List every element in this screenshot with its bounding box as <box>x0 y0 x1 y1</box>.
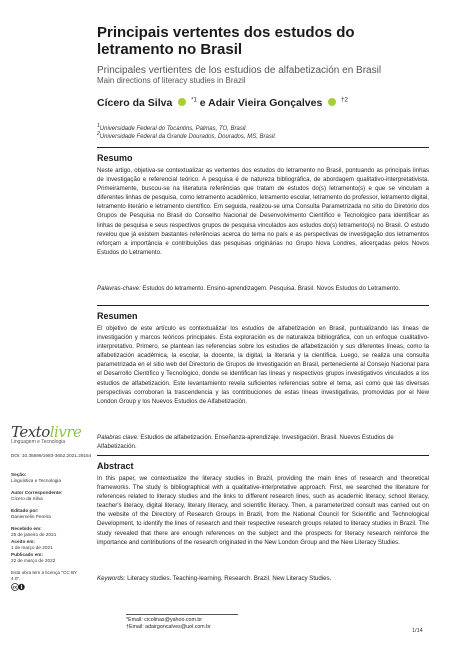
abstract-text: In this paper, we contextualize the literacy studies in Brazil, providing the main lines of research and theoretical frameworks. The study is bibliographical with a qualitative-interpretative approach. First, we searched the literature for references related to literacy studies and the links to different research lines, such as academic literacy, school literacy, teacher's literacy, digital literacy, literary literacy, and scientific literacy. Then, a parameterized consult was carried out on the website of the Directory of Research Groups in Brazil, from the National Council for Scientific and Technological Development, to identify the lines of research and their respective research groups related to literacy studies in Brazil. The study revealed that there are enough references on the subject and the prospects for literacy research reinforce the importance and contributions of the research originated in the New London Group and the New Literacy Studies. <box>97 475 429 546</box>
aceito-label: Aceito em: <box>11 539 35 544</box>
secao-label: Seção: <box>11 472 27 477</box>
autor-label: Autor Correspondente: <box>11 490 63 495</box>
subtitle-spanish: Principales vertientes de los estudios de alfabetización en Brasil <box>97 65 382 76</box>
resumo-heading: Resumo <box>97 153 133 163</box>
email-2: †Email: adairgoncalves@uol.com.br <box>126 624 211 630</box>
publicado-value: 22 de março de 2022 <box>11 558 56 563</box>
article-title: Principais vertentes dos estudos do letramento no Brasil <box>97 24 355 58</box>
creative-commons-icon[interactable] <box>11 583 93 593</box>
author-connector: e <box>199 97 206 109</box>
author-2: Adair Vieira Gonçalves <box>208 97 323 109</box>
resumen-text: El objetivo de este artículo es contextualizar los estudios de alfabetización en Brasil, puntualizando las líneas de investigación y marcos teóricos principales. Esta exploración es de naturaleza bibliográfica, con un enfoque cualitativo-interpretativo. Primero, se plantean las referencias sobre los estudios de alfabetización y sus diferentes líneas, como la alfabetización académica, la escolar, la docente, la digital, la literaria y la científica. Luego, se realiza una consulta parametrizada en el sitio web del Directorio de Grupos de Investigación en Brasil, perteneciente al Consejo Nacional para el Desarrollo Científico y Tecnológico, donde se identifican las líneas y respectivos grupos investigativos vinculados a los estudios de alfabetización. Este levantamiento revela suficientes referencias sobre el tema, así como que las diversas perspectivas corroboran la trascendencia y las contribuciones de estas líneas investigativas, promovidas por el New London Group y los Nuevos Estudios de Alfabetización. <box>97 325 429 405</box>
abstract-keywords: Keywords: Literacy studies. Teaching-learning. Research. Brazil. New Literacy Studies. <box>97 575 332 582</box>
abstract-heading: Abstract <box>97 461 134 471</box>
resumen-keywords: Palabras clave: Estudios de alfabetización. Enseñanza-aprendizaje. Investigación. Brasil. Nuevos Estudios de Alfabetización. <box>97 434 394 450</box>
subtitle-english: Main directions of literacy studies in Brazil <box>97 76 246 85</box>
journal-logo: Textolivre Linguagem e Tecnologia <box>11 423 93 445</box>
email-1: *Email: cicolinas@yahoo.com.br <box>126 617 203 623</box>
email-link[interactable]: adairgoncalves@uol.com.br <box>145 624 211 630</box>
author-2-sup: †2 <box>341 97 348 104</box>
author-line <box>97 97 348 109</box>
recebido-value: 25 de janeiro de 2021 <box>11 532 57 537</box>
secao-value: Linguística e Tecnologia <box>11 478 61 483</box>
section-divider <box>97 455 429 456</box>
resumo-keywords: Palavras-chave: Estudos do letramento. Ensino-aprendizagem. Pesquisa. Brasil. Novos Estudos do Letramento. <box>97 285 401 292</box>
affiliation-1: $^1$Universidade Federal do Tocantins, Palmas, TO, Brasil. <box>97 123 248 132</box>
autor-value: Cícero da Silva <box>11 496 43 501</box>
editado-value: Daniervelin Pereira <box>11 514 51 519</box>
doi-link[interactable]: DOI: 10.35699/1983-3652.2021.29164 <box>11 453 92 458</box>
resumen-heading: Resumen <box>97 311 138 321</box>
affiliation-2: $^2$Universidade Federal da Grande Dourados, Dourados, MS, Brasil. <box>97 131 277 140</box>
section-divider <box>97 305 429 306</box>
resumo-text: Neste artigo, objetiva-se contextualizar as vertentes dos estudos do letramento no Brasil, pontuando as principais linhas de investigação e referencial teórico. A pesquisa é de natureza bibliográfica, de abordagem qualitativo-interpretativista. Primeiramente, buscou-se na literatura referências que tratam de estudos do(s) letramento(s) e que se vinculam a diferentes linhas de pesquisa, como letramento acadêmico, letramento escolar, letramento do professor, letramento digital, letramento literário e letramento científico. Em seguida, realizou-se uma Consulta Parametrizada no sítio do Diretório dos Grupos de Pesquisa no Brasil do Conselho Nacional de Desenvolvimento Científico e Tecnológico para identificar as linhas de pesquisa e seus respectivos grupos de pesquisa vinculados aos estudos do(s) letramento(s) no Brasil. O estudo revelou que já existem bastantes referências acerca do tema no país e as perspectivas de investigação dos letramentos reforçam a importância e contribuições das pesquisas originárias no Grupo Nova Londres, alicerçadas pelos Novos Estudos do Letramento. <box>97 167 429 256</box>
aceito-value: 1 de março de 2021 <box>11 545 53 550</box>
publicado-label: Publicado em: <box>11 552 44 557</box>
email-link[interactable]: cicolinas@yahoo.com.br <box>144 617 203 623</box>
editado-label: Editado por: <box>11 508 39 513</box>
recebido-label: Recebido em: <box>11 526 42 531</box>
section-divider <box>97 147 429 148</box>
footnote-divider <box>126 614 238 615</box>
license-text: Esta obra tem a licença "CC BY 4.0". <box>11 570 78 582</box>
author-1: Cícero da Silva <box>97 97 173 109</box>
page-number: 1/14 <box>412 628 423 634</box>
orcid-icon[interactable] <box>328 98 336 106</box>
svg-text:cc: cc <box>12 584 18 590</box>
journal-subtitle: Linguagem e Tecnologia <box>11 439 66 445</box>
author-1-sup: *1 <box>191 97 197 104</box>
orcid-icon[interactable] <box>178 98 186 106</box>
